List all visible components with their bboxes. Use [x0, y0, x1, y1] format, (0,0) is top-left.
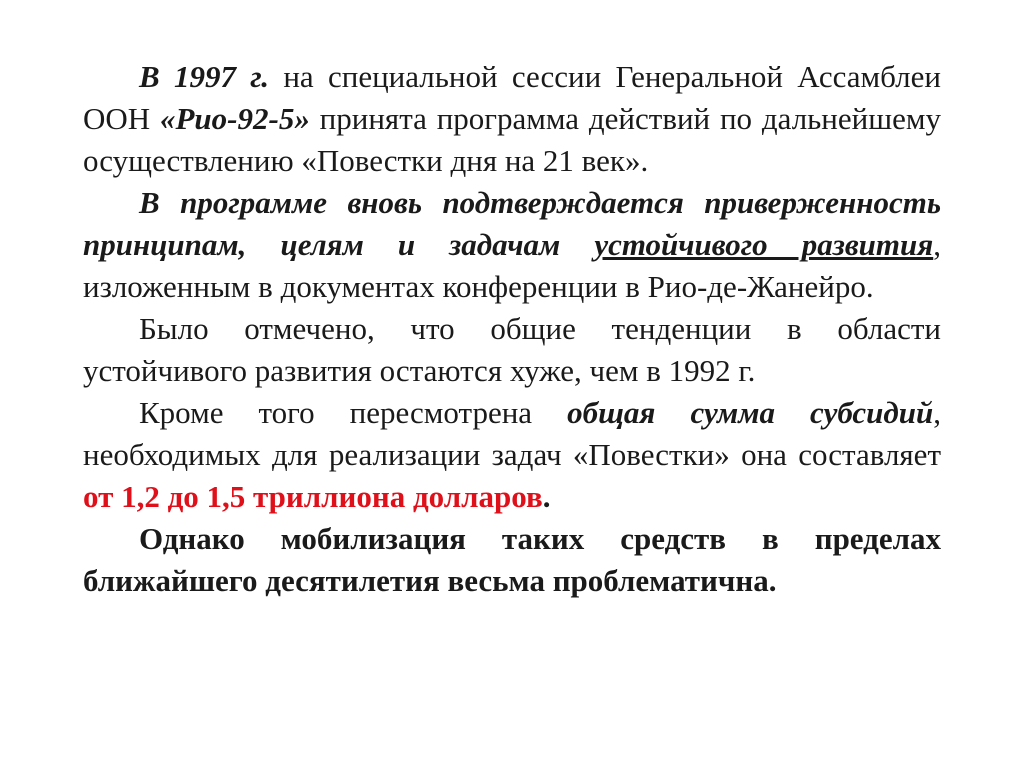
paragraph-2-text: , изложенным в документах конференции в Рио-де-Жанейро.	[83, 227, 941, 304]
paragraph-3-text: Было отмечено, что общие тенденции в области устойчивого развития остаются хуже, чем в 1992 г.	[83, 311, 941, 388]
sustainable-development-term: устойчивого развития	[594, 227, 934, 262]
subsidy-total-term: общая сумма субсидий	[567, 395, 934, 430]
paragraph-4	[83, 392, 941, 518]
slide-body	[83, 56, 941, 602]
paragraph-4-period: .	[542, 479, 551, 514]
paragraph-2	[83, 182, 941, 308]
paragraph-1	[83, 56, 941, 182]
paragraph-5	[83, 518, 941, 602]
paragraph-3	[83, 308, 941, 392]
paragraph-2-emphasis: В программе вновь подтверждается приверженность принципам, целям и задачам	[83, 185, 941, 262]
paragraph-4-text-a: Кроме того пересмотрена	[139, 395, 568, 430]
amount-highlight: от 1,2 до 1,5 триллиона долларов	[83, 479, 543, 514]
program-name: «Рио-92-5»	[160, 101, 310, 136]
paragraph-4-text-b: , необходимых для реализации задач «Повестки» она составляет	[83, 395, 941, 472]
paragraph-5-text: Однако мобилизация таких средств в пределах ближайшего десятилетия весьма проблематична.	[83, 521, 941, 598]
paragraph-1-text-a: на специальной сессии Генеральной Ассамблеи ООН	[83, 59, 941, 136]
paragraph-1-text-b: принята программа действий по дальнейшему осуществлению «Повестки дня на 21 век».	[83, 101, 941, 178]
year-emphasis: В 1997 г.	[139, 59, 270, 94]
